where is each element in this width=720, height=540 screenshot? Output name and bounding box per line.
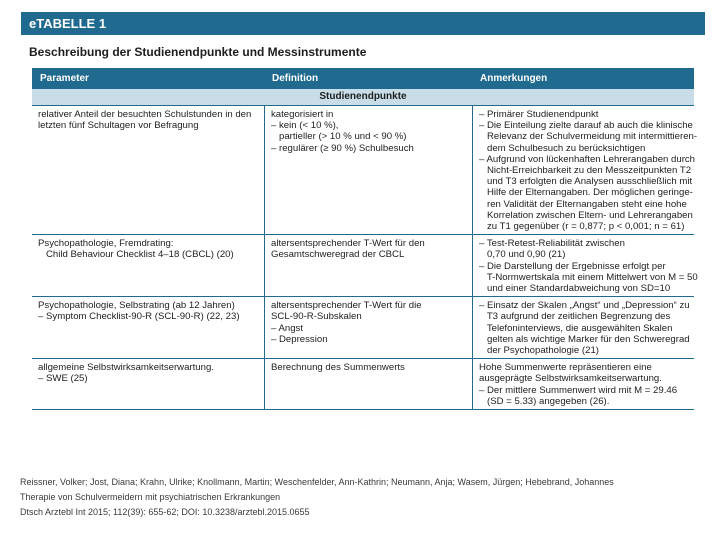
cell-line: Telefoninterviews, die ausgewählten Skalen [479,322,673,334]
cell-line: und T3 erfolgten die Analysen ausschließlich mit [479,176,693,188]
cell-line: T-Normwertskala mit einem Mittelwert von M = 50 [479,271,698,283]
cell-line: (SD = 5.33) angegeben (26). [479,395,610,407]
cell-line: partieller (> 10 % und < 90 %) [271,131,407,143]
cell-line: – Einsatz der Skalen „Angst“ und „Depression“ zu [479,300,690,312]
table-row [32,359,694,410]
cell-notes [472,359,694,409]
section-row: Studienendpunkte [32,89,694,106]
cell-line: – Die Darstellung der Ergebnisse erfolgt per [479,260,666,272]
table-figure [21,12,705,434]
cell-definition [264,359,472,409]
cell-line: – kein (< 10 %), [271,120,339,132]
cell-definition [264,235,472,296]
column-header-definition: Definition [272,73,319,84]
cell-line: Hohe Summenwerte repräsentieren eine [479,362,652,374]
cell-parameter [32,359,264,409]
cell-line: T3 aufgrund der zeitlichen Begrenzung des [479,311,671,323]
citation-source: Dtsch Arztebl Int 2015; 112(39): 655-62; DOI: 10.3238/arztebl.2015.0655 [20,507,310,517]
cell-line: letzten fünf Schultagen vor Befragung [38,120,199,132]
cell-line: – Die Einteilung zielte darauf ab auch die klinische [479,120,693,132]
citation-title: Therapie von Schulvermeidern mit psychiatrischen Erkrankungen [20,492,281,502]
column-header-parameter: Parameter [40,73,89,84]
cell-notes [472,235,698,296]
cell-line: – Angst [271,322,304,334]
table-row [32,235,698,297]
cell-line: – regulärer (≥ 90 %) Schulbesuch [271,142,414,154]
cell-line: – Aufgrund von lückenhaften Lehrerangaben durch [479,153,696,165]
data-table [32,68,698,410]
table-title: Beschreibung der Studienendpunkte und Messinstrumente [29,45,367,59]
cell-line: Hilfe der Elternangaben. Der möglichen geringe- [479,187,693,199]
table-header-row [32,68,694,89]
cell-line: – SWE (25) [38,373,88,385]
cell-line: der Psychopathologie (21) [479,345,599,357]
cell-line: ausgeprägte Selbstwirksamkeitserwartung. [479,373,662,385]
citation-authors: Reissner, Volker; Jost, Diana; Krahn, Ulrike; Knollmann, Martin; Weschenfelder, Ann-Kathrin; Neumann, Anja; Wasem, Jürgen; Hebebrand, Johannes [20,477,614,487]
citation [20,475,614,520]
column-header-notes: Anmerkungen [480,73,548,84]
cell-line: und einer Standardabweichung von SD=10 [479,283,671,295]
cell-line: relativer Anteil der besuchten Schulstunden in den [38,109,252,120]
cell-line: – Symptom Checklist-90-R (SCL-90-R) (22, 23) [38,311,240,323]
cell-notes [472,297,694,358]
table-row [32,297,694,359]
cell-definition [264,297,472,358]
table-label: eTABELLE 1 [21,12,705,35]
cell-line: Korrelation zwischen Eltern- und Lehrerangaben [479,209,693,221]
cell-line: ren Validität der Elternangaben steht eine hohe [479,198,687,210]
cell-line: Relevanz der Schulvermeidung mit intermittieren- [479,131,698,143]
cell-line: Berechnung des Summenwerts [271,362,405,374]
cell-line: dem Schulbesuch zu berücksichtigen [479,142,646,154]
cell-line: altersentsprechender T-Wert für die [271,300,422,312]
cell-line: – Primärer Studienendpunkt [479,109,599,120]
cell-parameter [32,235,264,296]
cell-line: – Test-Retest-Reliabilität zwischen [479,238,625,250]
cell-line: Gesamtschweregrad der CBCL [271,249,405,261]
cell-line: Psychopathologie, Fremdrating: [38,238,174,250]
cell-line: kategorisiert in [271,109,334,120]
cell-line: – Der mittlere Summenwert wird mit M = 29.46 [479,384,678,396]
cell-line: Child Behaviour Checklist 4–18 (CBCL) (20) [38,249,234,261]
table-row [32,106,698,235]
cell-line: SCL-90-R-Subskalen [271,311,362,323]
cell-line: Nicht-Erreichbarkeit zu den Messzeitpunkten T2 [479,165,692,177]
cell-parameter [32,297,264,358]
cell-notes [472,106,698,234]
cell-line: altersentsprechender T-Wert für den [271,238,425,250]
cell-line: – Depression [271,333,328,345]
cell-line: gelten als wichtige Marker für den Schweregrad [479,333,690,345]
cell-line: Psychopathologie, Selbstrating (ab 12 Jahren) [38,300,235,312]
cell-line: 0,70 und 0,90 (21) [479,249,566,261]
cell-definition [264,106,472,234]
cell-parameter [32,106,264,234]
cell-line: allgemeine Selbstwirksamkeitserwartung. [38,362,214,374]
cell-line: zu T1 gegenüber (r = 0,877; p < 0,001; n = 61) [479,221,685,233]
table-body [32,106,698,410]
